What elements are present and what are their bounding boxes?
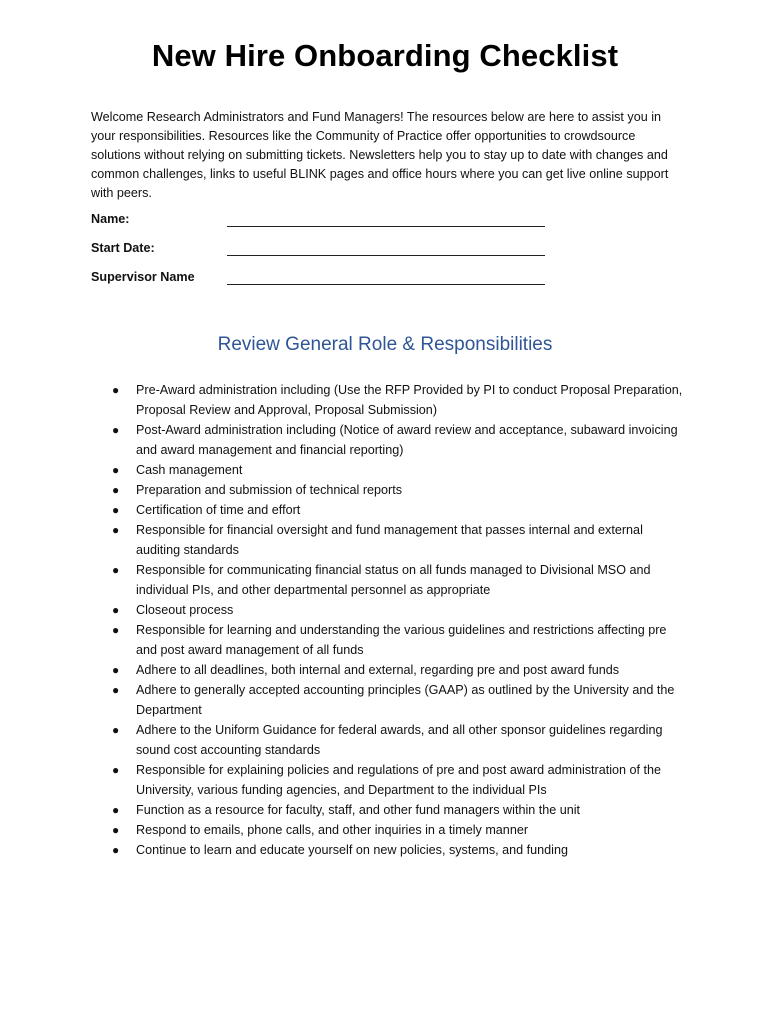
list-item: [106, 720, 686, 760]
list-item-text: Responsible for learning and understanding the various guidelines and restrictions affecting pre and post award management of all funds: [136, 623, 667, 657]
list-item-text: Responsible for financial oversight and fund management that passes internal and external auditing standards: [136, 523, 643, 557]
bullet-icon: ●: [112, 423, 120, 437]
list-item-text: Certification of time and effort: [136, 503, 301, 517]
list-item: [106, 560, 686, 600]
employee-info-fields: [91, 212, 561, 299]
bullet-icon: ●: [112, 463, 120, 477]
list-item: [106, 500, 686, 520]
bullet-icon: ●: [112, 823, 120, 837]
list-item-text: Preparation and submission of technical reports: [136, 483, 403, 497]
bullet-icon: ●: [112, 623, 120, 637]
bullet-icon: ●: [112, 483, 120, 497]
list-item: [106, 760, 686, 800]
bullet-icon: ●: [112, 523, 120, 537]
supervisor-blank-line: [227, 284, 545, 285]
list-item: [106, 380, 686, 420]
bullet-icon: ●: [112, 663, 120, 677]
intro-paragraph: Welcome Research Administrators and Fund Managers! The resources below are here to assist you in your responsibilities. Resources like the Community of Practice offer opportunities to crowdsource solutions without relying on submitting tickets. Newsletters help you to stay up to date with changes and common challenges, links to useful BLINK pages and office hours where you can get live online support with peers.: [91, 110, 669, 200]
list-item-text: Closeout process: [136, 603, 234, 617]
list-item-text: Function as a resource for faculty, staff, and other fund managers within the unit: [136, 803, 581, 817]
list-item-text: Continue to learn and educate yourself on new policies, systems, and funding: [136, 843, 568, 857]
supervisor-field-row: [91, 270, 561, 299]
bullet-icon: ●: [112, 603, 120, 617]
list-item: [106, 840, 686, 860]
supervisor-name-label: Supervisor Name: [91, 270, 195, 284]
list-item: [106, 660, 686, 680]
list-item-text: Respond to emails, phone calls, and other inquiries in a timely manner: [136, 823, 529, 837]
bullet-icon: ●: [112, 723, 120, 737]
list-item-text: Adhere to all deadlines, both internal and external, regarding pre and post award funds: [136, 663, 620, 677]
list-item-text: Pre-Award administration including (Use the RFP Provided by PI to conduct Proposal Preparation, Proposal Review and Approval, Proposal Submission): [136, 383, 683, 417]
list-item: [106, 420, 686, 460]
list-item-text: Responsible for explaining policies and regulations of pre and post award administration of the University, various funding agencies, and Department to the individual PIs: [136, 763, 662, 797]
bullet-icon: ●: [112, 563, 120, 577]
start-date-blank-line: [227, 255, 545, 256]
bullet-icon: ●: [112, 843, 120, 857]
bullet-icon: ●: [112, 763, 120, 777]
bullet-icon: ●: [112, 683, 120, 697]
list-item: [106, 820, 686, 840]
list-item-text: Adhere to the Uniform Guidance for federal awards, and all other sponsor guidelines regarding sound cost accounting standards: [136, 723, 663, 757]
list-item: [106, 600, 686, 620]
list-item: [106, 460, 686, 480]
name-field-row: [91, 212, 561, 241]
list-item-text: Adhere to generally accepted accounting principles (GAAP) as outlined by the University and the Department: [136, 683, 675, 717]
list-item: [106, 680, 686, 720]
bullet-icon: ●: [112, 383, 120, 397]
responsibilities-list: [106, 380, 686, 860]
start-date-label: Start Date:: [91, 241, 155, 255]
list-item-text: Cash management: [136, 463, 243, 477]
start-date-field-row: [91, 241, 561, 270]
bullet-icon: ●: [112, 503, 120, 517]
list-item-text: Responsible for communicating financial status on all funds managed to Divisional MSO and individual PIs, and other departmental personnel as appropriate: [136, 563, 651, 597]
bullet-icon: ●: [112, 803, 120, 817]
name-blank-line: [227, 226, 545, 227]
page-title: New Hire Onboarding Checklist: [151, 38, 619, 73]
list-item: [106, 800, 686, 820]
list-item: [106, 480, 686, 500]
list-item-text: Post-Award administration including (Notice of award review and acceptance, subaward invoicing and award management and financial reporting): [136, 423, 678, 457]
name-label: Name:: [91, 212, 130, 226]
list-item: [106, 620, 686, 660]
section-heading: Review General Role & Responsibilities: [217, 334, 553, 355]
list-item: [106, 520, 686, 560]
